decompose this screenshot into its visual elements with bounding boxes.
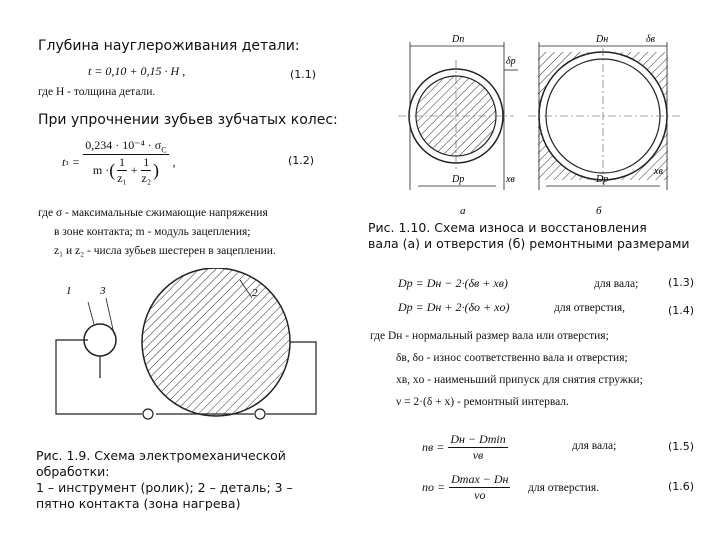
formula-1-5-lhs: nв =: [422, 440, 445, 454]
label-dp-a: δp: [506, 56, 516, 67]
figure-1-9-caption: [36, 448, 306, 512]
where-line-3: z₁ и z₂ - числа зубьев шестерен в зацеплении.: [54, 245, 276, 257]
formula-1-5-den: νв: [472, 448, 484, 462]
caption-1-10-line-2: вала (а) и отверстия (б) ремонтными размерами: [368, 236, 690, 251]
leader-line-1: [88, 302, 94, 324]
heading-carburizing-depth: Глубина науглероживания детали:: [38, 38, 300, 54]
formula-1-2-numerator: 0,234 · 10⁻⁴ · σ: [85, 138, 162, 152]
label-sub-a: а: [460, 205, 466, 217]
note-h-thickness: где H - толщина детали.: [38, 86, 156, 98]
formula-1-2-fraction: $0,234 \cdot 10^{-4} \cdot \sigma_C$ m · ( $\frac{1}{\text{z₁}}$ + $\frac{1}{\text{z₂}}$ ): [85, 138, 167, 186]
formula-1-4: Dр = Dн + 2·(δо + xо): [398, 300, 510, 314]
formula-1-2-z1: z₁: [117, 171, 127, 186]
label-1: 1: [66, 285, 72, 297]
equation-number-1-5: (1.5): [668, 440, 695, 453]
roller-circle: [84, 324, 116, 356]
formula-1-2-z2: z₂: [141, 171, 152, 186]
label-Dn-a: Dn: [452, 34, 465, 45]
formula-1-2-den-one-b: 1: [143, 155, 150, 170]
formula-1-6-num: Dmax − Dн: [451, 472, 509, 486]
fig-a-shaft: [398, 34, 518, 217]
label-sub-b: б: [596, 205, 602, 217]
caption-1-10-line-1: Рис. 1.10. Схема износа и восстановления: [368, 220, 647, 235]
label-xv-b: xв: [654, 166, 663, 177]
caption-1-9-line-1: Рис. 1.9. Схема электромеханической: [36, 448, 286, 463]
label-Dp-b: Dр: [596, 174, 609, 185]
heading-gear-teeth: При упрочнении зубьев зубчатых колес:: [38, 112, 338, 128]
formula-1-5: [422, 432, 508, 463]
figure-1-9-diagram: [30, 268, 340, 438]
where-right-line-3: xв, xо - наименьший припуск для снятия стружки;: [396, 374, 643, 386]
where-right-line-2: δв, δо - износ соответственно вала и отверстия;: [396, 352, 628, 364]
formula-1-6: [422, 472, 510, 503]
where-line-2: в зоне контакта; m - модуль зацепления;: [54, 226, 251, 238]
label-xv-a: xв: [506, 174, 515, 185]
formula-1-6-for: для отверстия.: [528, 482, 600, 494]
figure-1-10-diagram: [398, 30, 698, 220]
caption-1-9-line-3: 1 – инструмент (ролик); 2 – деталь; 3 –: [36, 480, 293, 495]
terminal-right: [255, 409, 265, 419]
figure-1-10-caption: [368, 220, 708, 252]
where-right-line-4: ν = 2·(δ + x) - ремонтный интервал.: [396, 396, 569, 408]
where-line-1: где σ - максимальные сжимающие напряжения: [38, 207, 268, 219]
caption-1-9-line-2: обработки:: [36, 464, 110, 479]
formula-1-5-num: Dн − Dmin: [450, 432, 506, 446]
equation-number-1-6: (1.6): [668, 480, 695, 493]
formula-1-1: t = 0,10 + 0,15 · H ,: [88, 64, 186, 78]
label-3: 3: [100, 285, 106, 297]
label-Dp-a: Dp: [452, 174, 465, 185]
formula-1-4-for: для отверстия,: [554, 302, 626, 314]
workpiece-circle: [142, 268, 290, 416]
where-right-line-1: где Dн - нормальный размер вала или отверстия;: [370, 330, 609, 342]
formula-1-2-suffix: ,: [172, 154, 176, 169]
formula-1-2-lhs: t: [62, 154, 66, 169]
formula-1-6-lhs: nо =: [422, 480, 446, 494]
formula-1-2-den-one-a: 1: [118, 155, 125, 170]
equation-number-1-4: (1.4): [668, 304, 695, 317]
formula-1-5-for: для вала;: [572, 440, 617, 452]
formula-1-2-lhs-sub: з: [65, 157, 69, 167]
formula-1-2-num-sub: C: [161, 145, 167, 155]
label-dv-b: δв: [646, 34, 655, 45]
formula-1-2-den-prefix: m ·: [92, 163, 110, 178]
equation-number-1-2: (1.2): [288, 154, 315, 167]
formula-1-6-den: νо: [474, 488, 486, 502]
label-2: 2: [252, 287, 258, 299]
formula-1-3: Dр = Dн − 2·(δв + xв): [398, 276, 508, 290]
label-Dn-b: Dн: [596, 34, 609, 45]
terminal-left: [143, 409, 153, 419]
fig-b-bore: [528, 34, 680, 217]
formula-1-2: t з = $0,234 \cdot 10^{-4} \cdot \sigma_C$ m · ( $\frac{1}{\text{z₁}}$ + $\frac{1}{\text{z₂}}$ ) ,: [62, 138, 176, 186]
equation-number-1-1: (1.1): [290, 68, 317, 81]
caption-1-9-line-4: пятно контакта (зона нагрева): [36, 496, 241, 511]
formula-1-3-for: для вала;: [594, 278, 639, 290]
equation-number-1-3: (1.3): [668, 276, 695, 289]
